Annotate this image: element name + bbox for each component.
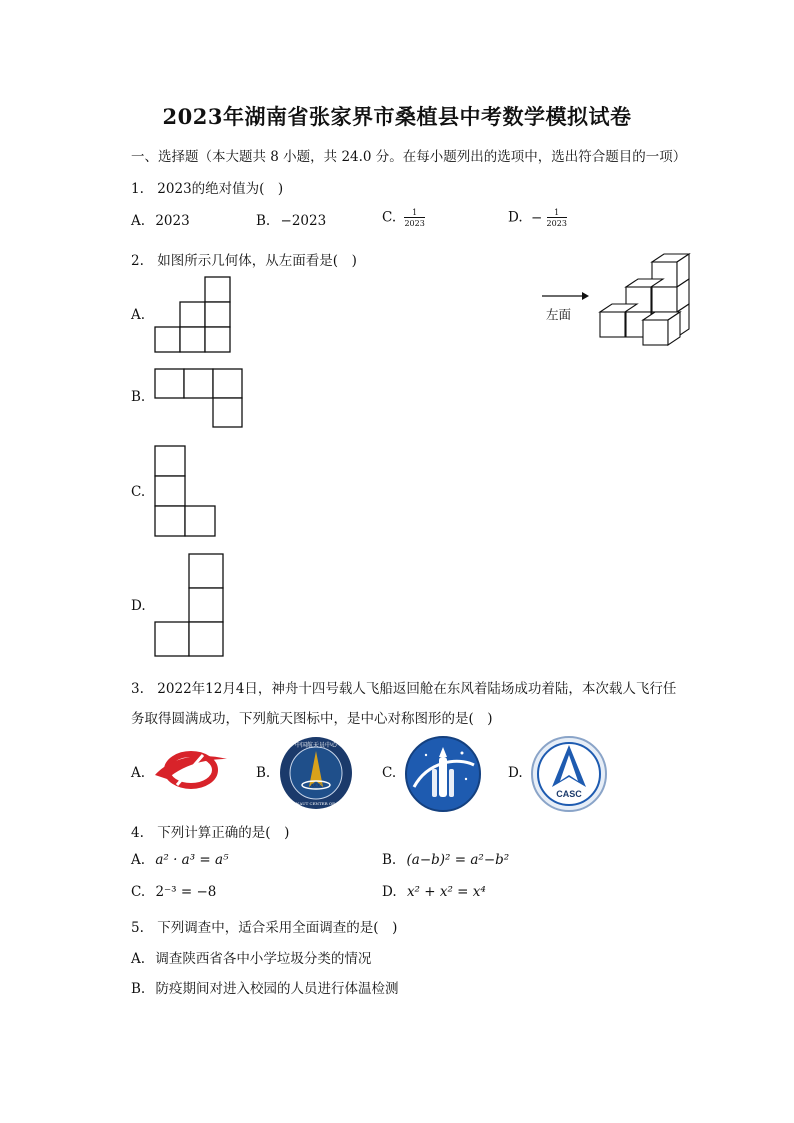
fraction (404, 208, 424, 228)
option-label: A. (131, 852, 146, 868)
q2-option-d: D. (131, 598, 146, 614)
q3-option-b: B. (256, 765, 271, 781)
q2-option-c: C. (131, 484, 146, 500)
question-number: 1. (131, 181, 144, 197)
q2-option-a-figure (155, 276, 235, 354)
q5-option-a (131, 947, 371, 967)
figure-label: 左面 (546, 307, 572, 322)
q3-option-c: C. (382, 765, 397, 781)
q4-option-c (131, 884, 216, 900)
fraction-numerator: 1 (412, 208, 418, 217)
question-5 (131, 916, 397, 936)
q2-option-a: A. (131, 307, 146, 323)
cube-stack (600, 254, 689, 345)
option-label: D. (382, 884, 397, 900)
q3-option-a: A. (131, 765, 146, 781)
option-label: B. (131, 981, 146, 997)
question-1 (131, 177, 283, 197)
q4-option-d (382, 884, 486, 900)
logo-text-bottom: ASTRONAUT CENTER OF CHINA (281, 801, 351, 806)
option-text: −2023 (280, 213, 327, 229)
question-text: 如图所示几何体，从左面看是( ) (157, 253, 357, 269)
fraction-numerator: 1 (554, 208, 560, 217)
option-label: C. (131, 884, 146, 900)
fraction (547, 208, 567, 228)
question-text: 下列调查中，适合采用全面调查的是( ) (157, 920, 398, 936)
q2-solid-figure (540, 250, 700, 350)
q5-option-b (131, 977, 399, 997)
q1-option-d (508, 208, 567, 228)
option-label: C. (382, 209, 397, 226)
question-text: 下列计算正确的是( ) (157, 825, 290, 841)
question-2 (131, 249, 357, 269)
q2-option-d-figure (155, 553, 227, 659)
question-3 (131, 677, 676, 697)
option-text: 2⁻³ = −8 (155, 884, 217, 900)
question-number: 3. (131, 681, 144, 697)
option-label: D. (508, 209, 523, 226)
casc-logo-icon (530, 735, 608, 813)
q2-option-c-figure (155, 445, 221, 539)
option-sign: − (530, 210, 543, 226)
page-title: 2023年湖南省张家界市桑植县中考数学模拟试卷 (162, 104, 632, 129)
fraction-denominator: 2023 (546, 219, 567, 228)
q3-option-d: D. (508, 765, 523, 781)
question-text: 2023的绝对值为( ) (157, 181, 284, 197)
option-label: B. (382, 852, 397, 868)
logo-badge: ACC (310, 783, 322, 789)
red-swoosh-logo-icon (153, 745, 229, 795)
option-text: 防疫期间对进入校园的人员进行体温检测 (155, 981, 399, 997)
q1-option-a (131, 213, 190, 229)
logo-text: CASC (556, 789, 582, 799)
option-text: 2023 (155, 213, 190, 229)
fraction-denominator: 2023 (404, 219, 425, 228)
q4-option-b (382, 852, 509, 868)
q4-option-a (131, 852, 229, 868)
rocket-launch-logo-icon (404, 735, 482, 813)
q1-option-b (256, 213, 326, 229)
question-3-line2: 务取得圆满成功，下列航天图标中，是中心对称图形的是( ) (131, 711, 493, 727)
q2-option-b: B. (131, 389, 146, 405)
option-text: 调查陕西省各中小学垃圾分类的情况 (155, 951, 372, 967)
option-text: a² · a³ = a⁵ (155, 852, 229, 868)
option-text: x² + x² = x⁴ (406, 884, 486, 900)
question-number: 2. (131, 253, 144, 269)
q1-option-c (382, 208, 425, 228)
question-4 (131, 821, 289, 841)
logo-text-top: 中国航天员中心 (294, 742, 338, 749)
view-arrow-head (582, 292, 589, 300)
option-label: A. (131, 951, 146, 967)
option-label: B. (256, 213, 271, 229)
question-number: 4. (131, 825, 144, 841)
question-number: 5. (131, 920, 144, 936)
section-heading: 一、选择题（本大题共 8 小题，共 24.0 分。在每小题列出的选项中，选出符合题目的一项） (131, 149, 687, 165)
option-text: (a−b)² = a²−b² (406, 852, 510, 868)
q2-option-b-figure (155, 368, 247, 430)
astronaut-center-logo-icon (278, 735, 354, 811)
question-text-line1: 2022年12月4日，神舟十四号载人飞船返回舱在东风着陆场成功着陆，本次载人飞行任 (157, 681, 677, 697)
option-label: A. (131, 213, 146, 229)
